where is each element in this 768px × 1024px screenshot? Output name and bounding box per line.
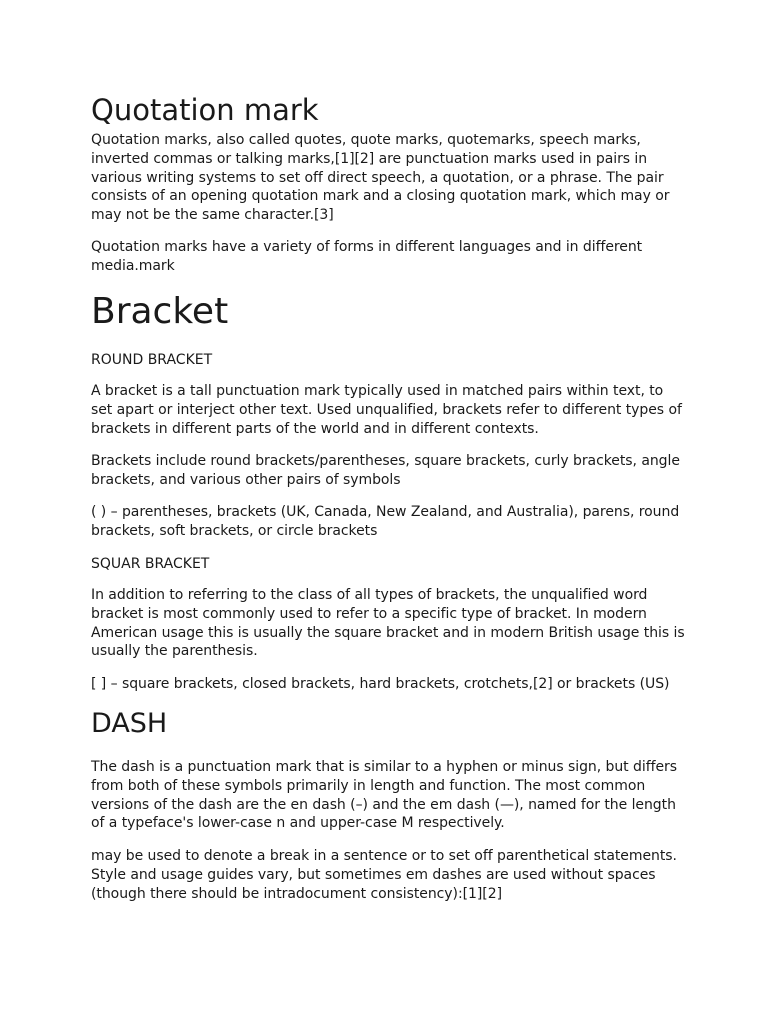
bracket-paragraph-1: A bracket is a tall punctuation mark typically used in matched pairs within text, to set apart or interject other text. Used unqualified, brackets refer to different types of brackets in different parts of the world and in different contexts. [91,383,682,437]
bracket-paragraph-2: Brackets include round brackets/parentheses, square brackets, curly brackets, angle brackets, and various other pairs of symbols [91,453,680,488]
bracket-paragraph-4: In addition to referring to the class of all types of brackets, the unqualified word bracket is most commonly used to refer to a specific type of bracket. In modern American usage this is usually the square bracket and in modern British usage this is usually the parenthesis. [91,587,685,660]
heading-dash: DASH [91,708,168,739]
quotation-paragraph-2: Quotation marks have a variety of forms in different languages and in different media.mark [91,239,643,274]
dash-paragraph-2: may be used to denote a break in a sentence or to set off parenthetical statements. Style and usage guides vary, but sometimes em dashes are used without spaces (though there should be intradocument consistency):[1][2] [91,848,677,902]
heading-bracket: Bracket [91,291,229,332]
bracket-paragraph-5: [ ] – square brackets, closed brackets, hard brackets, crotchets,[2] or brackets (US) [91,676,670,692]
square-bracket-label: SQUAR BRACKET [91,556,210,572]
quotation-paragraph-1: Quotation marks, also called quotes, quote marks, quotemarks, speech marks, inverted commas or talking marks,[1][2] are punctuation marks used in pairs in various writing systems to set off direct speech, a quotation, or a phrase. The pair consists of an opening quotation mark and a closing quotation mark, which may or may not be the same character.[3] [91,132,670,224]
heading-quotation-mark: Quotation mark [91,93,319,127]
bracket-paragraph-3: ( ) – parentheses, brackets (UK, Canada, New Zealand, and Australia), parens, round brackets, soft brackets, or circle brackets [91,504,680,539]
round-bracket-label: ROUND BRACKET [91,352,213,368]
dash-paragraph-1: The dash is a punctuation mark that is similar to a hyphen or minus sign, but differs from both of these symbols primarily in length and function. The most common versions of the dash are the en dash (–) and the em dash (—), named for the length of a typeface's lower-case n and upper-case M respectively. [91,759,677,832]
